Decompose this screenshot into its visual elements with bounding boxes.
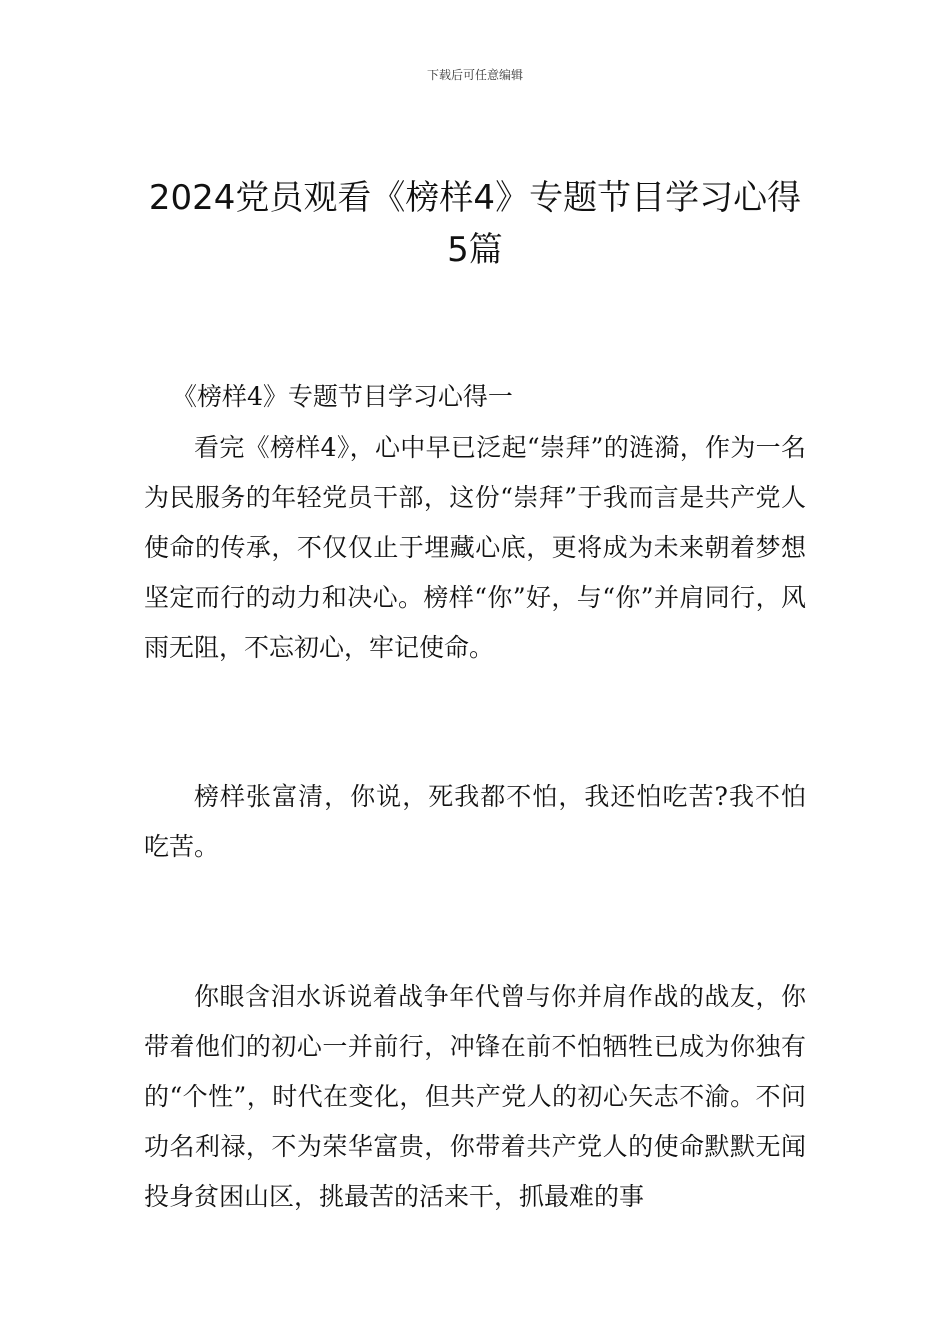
paragraph-2: 榜样张富清，你说，死我都不怕，我还怕吃苦?我不怕吃苦。	[144, 782, 806, 861]
paragraph-1: 看完《榜样4》，心中早已泛起“崇拜”的涟漪，作为一名为民服务的年轻党员干部，这份“崇拜”于我而言是共产党人使命的传承，不仅仅止于埋藏心底，更将成为未来朝着梦想坚定而行的动力和决心。榜样“你”好，与“你”并肩同行，风雨无阻，不忘初心，牢记使命。	[144, 433, 806, 662]
section-heading: 《榜样4》专题节目学习心得一	[172, 382, 513, 411]
paragraph-3: 你眼含泪水诉说着战争年代曾与你并肩作战的战友，你带着他们的初心一并前行，冲锋在前不怕牺牲已成为你独有的“个性”，时代在变化，但共产党人的初心矢志不渝。不问功名利禄，不为荣华富贵，你带着共产党人的使命默默无闻投身贫困山区，挑最苦的活来干，抓最难的事	[144, 982, 806, 1211]
header-note: 下载后可任意编辑	[426, 68, 523, 82]
document-title: 2024党员观看《榜样4》专题节目学习心得5篇	[148, 178, 802, 270]
